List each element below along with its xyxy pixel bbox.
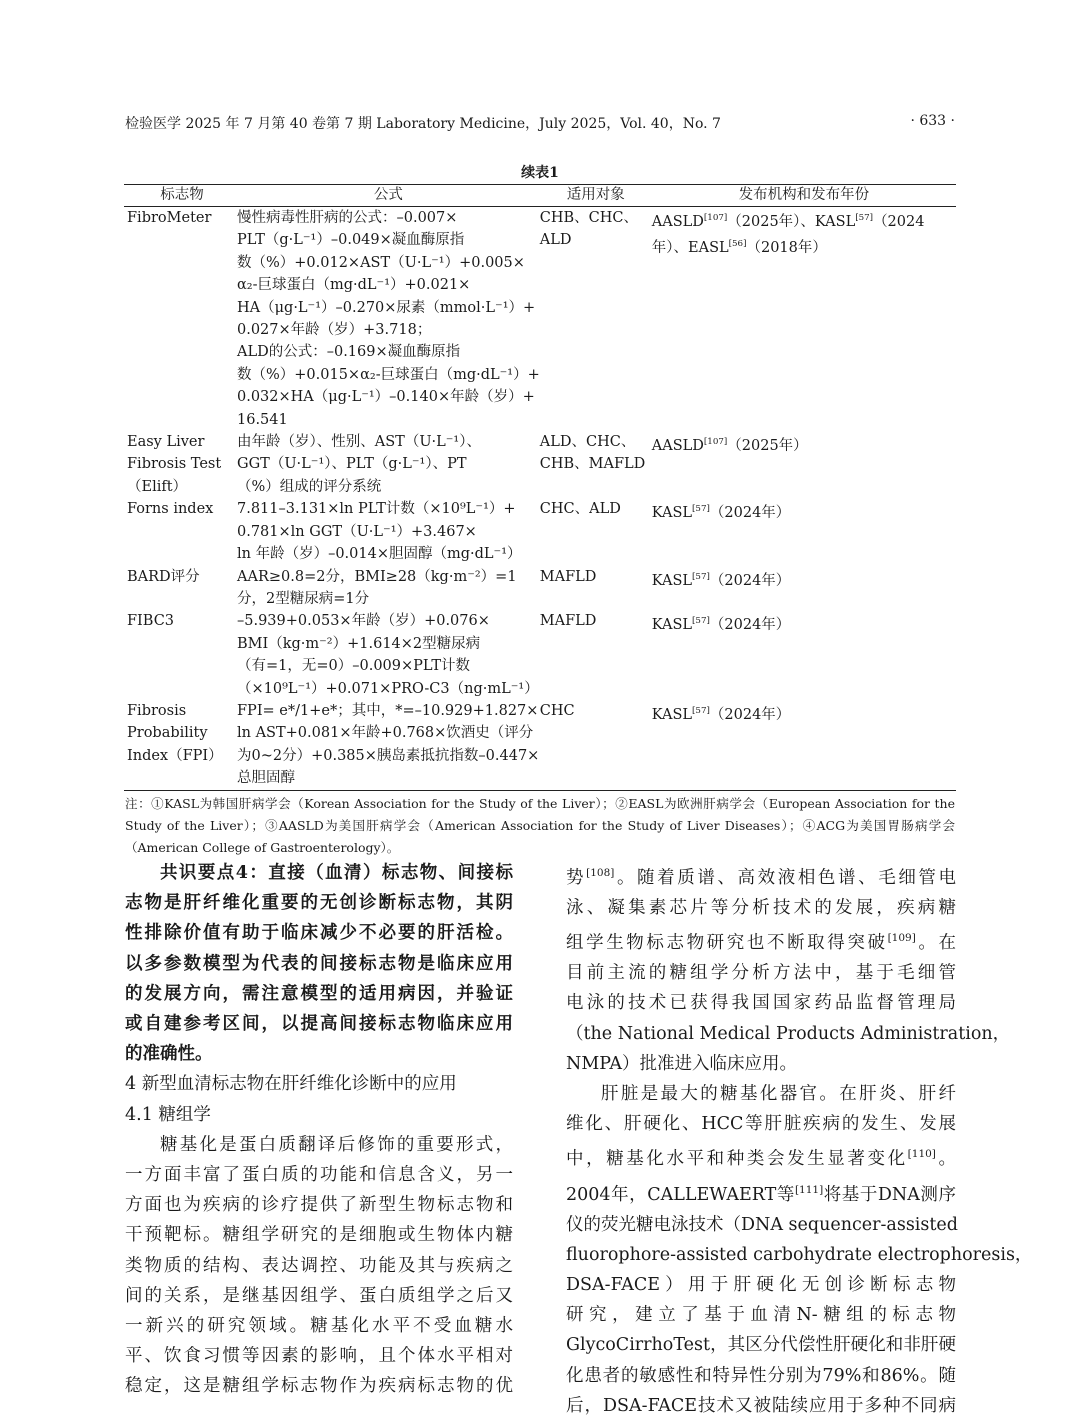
body-line: 泳、凝集素芯片等分析技术的发展，疾病糖 bbox=[566, 898, 956, 919]
table-caption: 续表1 bbox=[521, 165, 559, 181]
cell-line: 分，2型糖尿病=1分 bbox=[237, 590, 370, 607]
cell-line: （%）组成的评分系统 bbox=[237, 478, 382, 495]
cell-line: FibroMeter bbox=[127, 210, 212, 226]
cell-formula bbox=[237, 700, 540, 790]
body-line: 间的关系，是继基因组学、蛋白质组学之后又 bbox=[125, 1285, 513, 1306]
cell-marker bbox=[124, 207, 237, 432]
cell-line: ALD的公式：–0.169×凝血酶原指 bbox=[237, 344, 461, 361]
cell-line: –5.939+0.053×年龄（岁）+0.076× bbox=[237, 613, 490, 630]
citation-ref: [108] bbox=[586, 867, 615, 879]
citation-ref: [57] bbox=[692, 616, 710, 627]
citation-ref: [57] bbox=[855, 213, 874, 223]
cell-line: AASLD[107]（2025年）、KASL[57]（2024 bbox=[651, 213, 925, 230]
cell-line: 数（%）+0.015×α₂-巨球蛋白（mg·dL⁻¹）+ bbox=[237, 366, 540, 383]
body-line: 化患者的敏感性和特异性分别为79%和86%。随 bbox=[566, 1365, 956, 1386]
cell-line: MAFLD bbox=[539, 613, 597, 630]
marker-table bbox=[124, 184, 956, 791]
cell-line: α₂-巨球蛋白（mg·dL⁻¹）+0.021× bbox=[237, 277, 471, 294]
cell-formula bbox=[237, 566, 540, 611]
col-header-formula: 公式 bbox=[237, 185, 540, 207]
body-line: 一新兴的研究领域。糖基化水平不受血糖水 bbox=[125, 1316, 513, 1337]
cell-formula bbox=[237, 498, 540, 565]
journal-citation: 检验医学 2025 年 7 月第 40 卷第 7 期 Laboratory Medicine，July 2025，Vol. 40，No. 7 bbox=[125, 116, 721, 132]
cell-formula bbox=[237, 431, 540, 498]
body-line: （the National Medical Products Administration， bbox=[566, 1023, 1011, 1044]
cell-line: GGT（U·L⁻¹）、PLT（g·L⁻¹）、PT bbox=[237, 456, 467, 473]
cell-line: CHB、MAFLD bbox=[539, 456, 646, 473]
key-point-line: 以多参数模型为代表的间接标志物是临床应用 bbox=[125, 953, 513, 974]
cell-line: （有=1，无=0）–0.009×PLT计数 bbox=[237, 658, 471, 675]
cell-line: CHB、CHC、 bbox=[539, 210, 638, 226]
cell-line: 慢性病毒性肝病的公式：–0.007× bbox=[237, 210, 458, 226]
cell-formula bbox=[237, 207, 540, 432]
cell-line: 总胆固醇 bbox=[237, 770, 295, 787]
col-header-org: 发布机构和发布年份 bbox=[652, 185, 956, 207]
cell-line: ALD、CHC、 bbox=[539, 434, 636, 451]
body-line: 后，DSA-FACE技术又被陆续应用于多种不同病 bbox=[566, 1395, 956, 1416]
cell-org bbox=[652, 498, 956, 565]
body-line: 中，糖基化水平和种类会发生显著变化[110]。 bbox=[566, 1148, 957, 1170]
cell-org bbox=[652, 610, 956, 700]
cell-line: BARD评分 bbox=[127, 568, 200, 585]
cell-line: 7.811–3.131×ln PLT计数（×10⁹L⁻¹）+ bbox=[237, 501, 516, 518]
cell-org bbox=[652, 431, 956, 498]
body-line: 仪的荧光糖电泳技术（DNA sequencer-assisted bbox=[566, 1214, 958, 1235]
key-point-line: 性排除价值有助于临床减少不必要的肝活检。 bbox=[125, 923, 513, 944]
cell-marker bbox=[124, 700, 237, 790]
cell-line: Forns index bbox=[127, 501, 214, 518]
right-column-text bbox=[566, 858, 1033, 1421]
cell-line: Fibrosis bbox=[127, 702, 187, 719]
body-line: 维化、肝硬化、HCC等肝脏疾病的发生、发展 bbox=[566, 1114, 956, 1135]
key-point-line: 或自建参考区间，以提高间接标志物临床应用 bbox=[125, 1014, 513, 1035]
cell-org bbox=[652, 700, 956, 790]
cell-line: AASLD[107]（2025年） bbox=[651, 437, 808, 454]
cell-target bbox=[540, 566, 652, 611]
table-row bbox=[124, 610, 956, 700]
cell-line: 0.032×HA（μg·L⁻¹）–0.140×年龄（岁）+ bbox=[237, 389, 535, 406]
cell-line: Fibrosis Test bbox=[127, 456, 222, 473]
table-header-row bbox=[124, 185, 956, 207]
cell-marker bbox=[124, 610, 237, 700]
cell-line: （×10⁹L⁻¹）+0.071×PRO-C3（ng·mL⁻¹） bbox=[237, 680, 539, 697]
cell-line: ALD bbox=[539, 232, 572, 249]
cell-line: CHC bbox=[539, 702, 575, 719]
body-line: 肝脏是最大的糖基化器官。在肝炎、肝纤 bbox=[601, 1084, 956, 1105]
body-line: 研究，建立了基于血清N-糖组的标志物 bbox=[566, 1305, 956, 1326]
cell-line: KASL[57]（2024年） bbox=[651, 705, 791, 723]
body-line: 一方面丰富了蛋白质的功能和信息含义，另一 bbox=[125, 1165, 513, 1186]
body-line: 类物质的结构、表达调控、功能及其与疾病之 bbox=[125, 1255, 513, 1276]
key-point-line: 志物是肝纤维化重要的无创诊断标志物，其阴 bbox=[125, 893, 513, 914]
cell-marker bbox=[124, 498, 237, 565]
cell-line: PLT（g·L⁻¹）–0.049×凝血酶原指 bbox=[237, 232, 465, 249]
citation-ref: [57] bbox=[692, 571, 710, 582]
cell-line: AAR≥0.8=2分，BMI≥28（kg·m⁻²）=1 bbox=[237, 568, 517, 585]
cell-target bbox=[540, 431, 652, 498]
cell-line: （Elift） bbox=[127, 478, 188, 495]
cell-target bbox=[540, 610, 652, 700]
table-row bbox=[124, 207, 956, 432]
cell-line: KASL[57]（2024年） bbox=[651, 571, 791, 589]
citation-ref: [107] bbox=[703, 437, 728, 448]
cell-line: 0.027×年龄（岁）+3.718； bbox=[237, 322, 432, 339]
citation-ref: [57] bbox=[692, 504, 710, 515]
cell-line: BMI（kg·m⁻²）+1.614×2型糖尿病 bbox=[237, 635, 481, 652]
cell-line: Easy Liver bbox=[127, 434, 205, 451]
body-line: 方面也为疾病的诊疗提供了新型生物标志物和 bbox=[125, 1195, 513, 1216]
col-header-target: 适用对象 bbox=[540, 185, 652, 207]
cell-line: ln 年龄（岁）–0.014×胆固醇（mg·dL⁻¹） bbox=[237, 546, 522, 563]
table-row bbox=[124, 700, 956, 790]
cell-org bbox=[652, 207, 956, 432]
cell-target bbox=[540, 207, 652, 432]
body-line: NMPA）批准进入临床应用。 bbox=[566, 1053, 798, 1074]
citation-ref: [109] bbox=[887, 932, 916, 945]
table-footnote: 注：①KASL为韩国肝病学会（Korean Association for the Study of the Liver）；②EASL为欧洲肝病学会（European Association for the Study of the Liver）；③AASLD为美国肝病学会（American Association for the Study of Liver Diseases）；④ACG为美国胃肠病学会（American College of Gastroenterology）。 bbox=[125, 796, 955, 855]
cell-formula bbox=[237, 610, 540, 700]
cell-line: MAFLD bbox=[539, 568, 597, 585]
cell-line: 16.541 bbox=[237, 411, 288, 428]
body-line: 稳定，这是糖组学标志物作为疾病标志物的优 bbox=[125, 1376, 513, 1397]
subsection-heading: 4.1 糖组学 bbox=[125, 1104, 211, 1125]
body-line: fluorophore-assisted carbohydrate electrophoresis， bbox=[566, 1244, 1033, 1265]
cell-line: KASL[57]（2024年） bbox=[651, 616, 791, 634]
body-line: 目前主流的糖组学分析方法中，基于毛细管 bbox=[566, 963, 956, 984]
body-line: 电泳的技术已获得我国国家药品监督管理局 bbox=[566, 993, 956, 1014]
cell-line: 由年龄（岁）、性别、AST（U·L⁻¹）、 bbox=[237, 434, 481, 451]
cell-line: CHC、ALD bbox=[539, 501, 621, 518]
col-header-marker: 标志物 bbox=[124, 185, 237, 207]
body-line: 势[108]。随着质谱、高效液相色谱、毛细管电 bbox=[566, 867, 957, 888]
cell-target bbox=[540, 498, 652, 565]
cell-line: Index（FPI） bbox=[127, 747, 223, 764]
key-point-line: 的准确性。 bbox=[125, 1044, 213, 1065]
cell-line: 为0~2分）+0.385×胰岛素抵抗指数–0.447× bbox=[237, 747, 540, 764]
cell-line: KASL[57]（2024年） bbox=[651, 504, 791, 522]
left-column-text bbox=[125, 858, 513, 1402]
cell-line: 数（%）+0.012×AST（U·L⁻¹）+0.005× bbox=[237, 254, 525, 271]
citation-ref: [107] bbox=[703, 213, 728, 223]
citation-ref: [110] bbox=[907, 1148, 936, 1161]
body-line: 干预靶标。糖组学研究的是细胞或生物体内糖 bbox=[125, 1225, 513, 1246]
cell-line: HA（μg·L⁻¹）–0.270×尿素（mmol·L⁻¹）+ bbox=[237, 299, 536, 316]
body-line: 糖基化是蛋白质翻译后修饰的重要形式， bbox=[160, 1134, 513, 1155]
table-row bbox=[124, 566, 956, 611]
table-body bbox=[124, 207, 956, 791]
citation-ref: [57] bbox=[692, 705, 710, 716]
cell-org bbox=[652, 566, 956, 611]
section-heading: 4 新型血清标志物在肝纤维化诊断中的应用 bbox=[125, 1074, 457, 1095]
cell-target bbox=[540, 700, 652, 790]
cell-line: ln AST+0.081×年龄+0.768×饮酒史（评分 bbox=[237, 725, 534, 742]
citation-ref: [56] bbox=[728, 239, 747, 250]
cell-marker bbox=[124, 566, 237, 611]
cell-line: Probability bbox=[127, 725, 208, 742]
cell-line: 年）、EASL[56]（2018年） bbox=[651, 239, 827, 257]
cell-line: 0.781×ln GGT（U·L⁻¹）+3.467× bbox=[237, 523, 477, 540]
key-point-line: 共识要点4：直接（血清）标志物、间接标 bbox=[160, 863, 513, 883]
page-number: · 633 · bbox=[910, 113, 955, 129]
citation-ref: [111] bbox=[794, 1183, 824, 1196]
table-row bbox=[124, 431, 956, 498]
key-point-line: 的发展方向，需注意模型的适用病因，并验证 bbox=[125, 983, 513, 1004]
body-line: 平、饮食习惯等因素的影响，且个体水平相对 bbox=[125, 1346, 513, 1367]
body-line: GlycoCirrhoTest，其区分代偿性肝硬化和非肝硬 bbox=[566, 1335, 956, 1356]
body-line: 组学生物标志物研究也不断取得突破[109]。在 bbox=[566, 932, 957, 954]
cell-marker bbox=[124, 431, 237, 498]
body-line: DSA-FACE）用于肝硬化无创诊断标志物 bbox=[566, 1274, 956, 1295]
table-row bbox=[124, 498, 956, 565]
body-line: 2004年，CALLEWAERT等[111]将基于DNA测序 bbox=[566, 1183, 956, 1205]
cell-line: FPI= e*/1+e*；其中，*=–10.929+1.827× bbox=[237, 702, 539, 719]
cell-line: FIBC3 bbox=[127, 613, 175, 630]
